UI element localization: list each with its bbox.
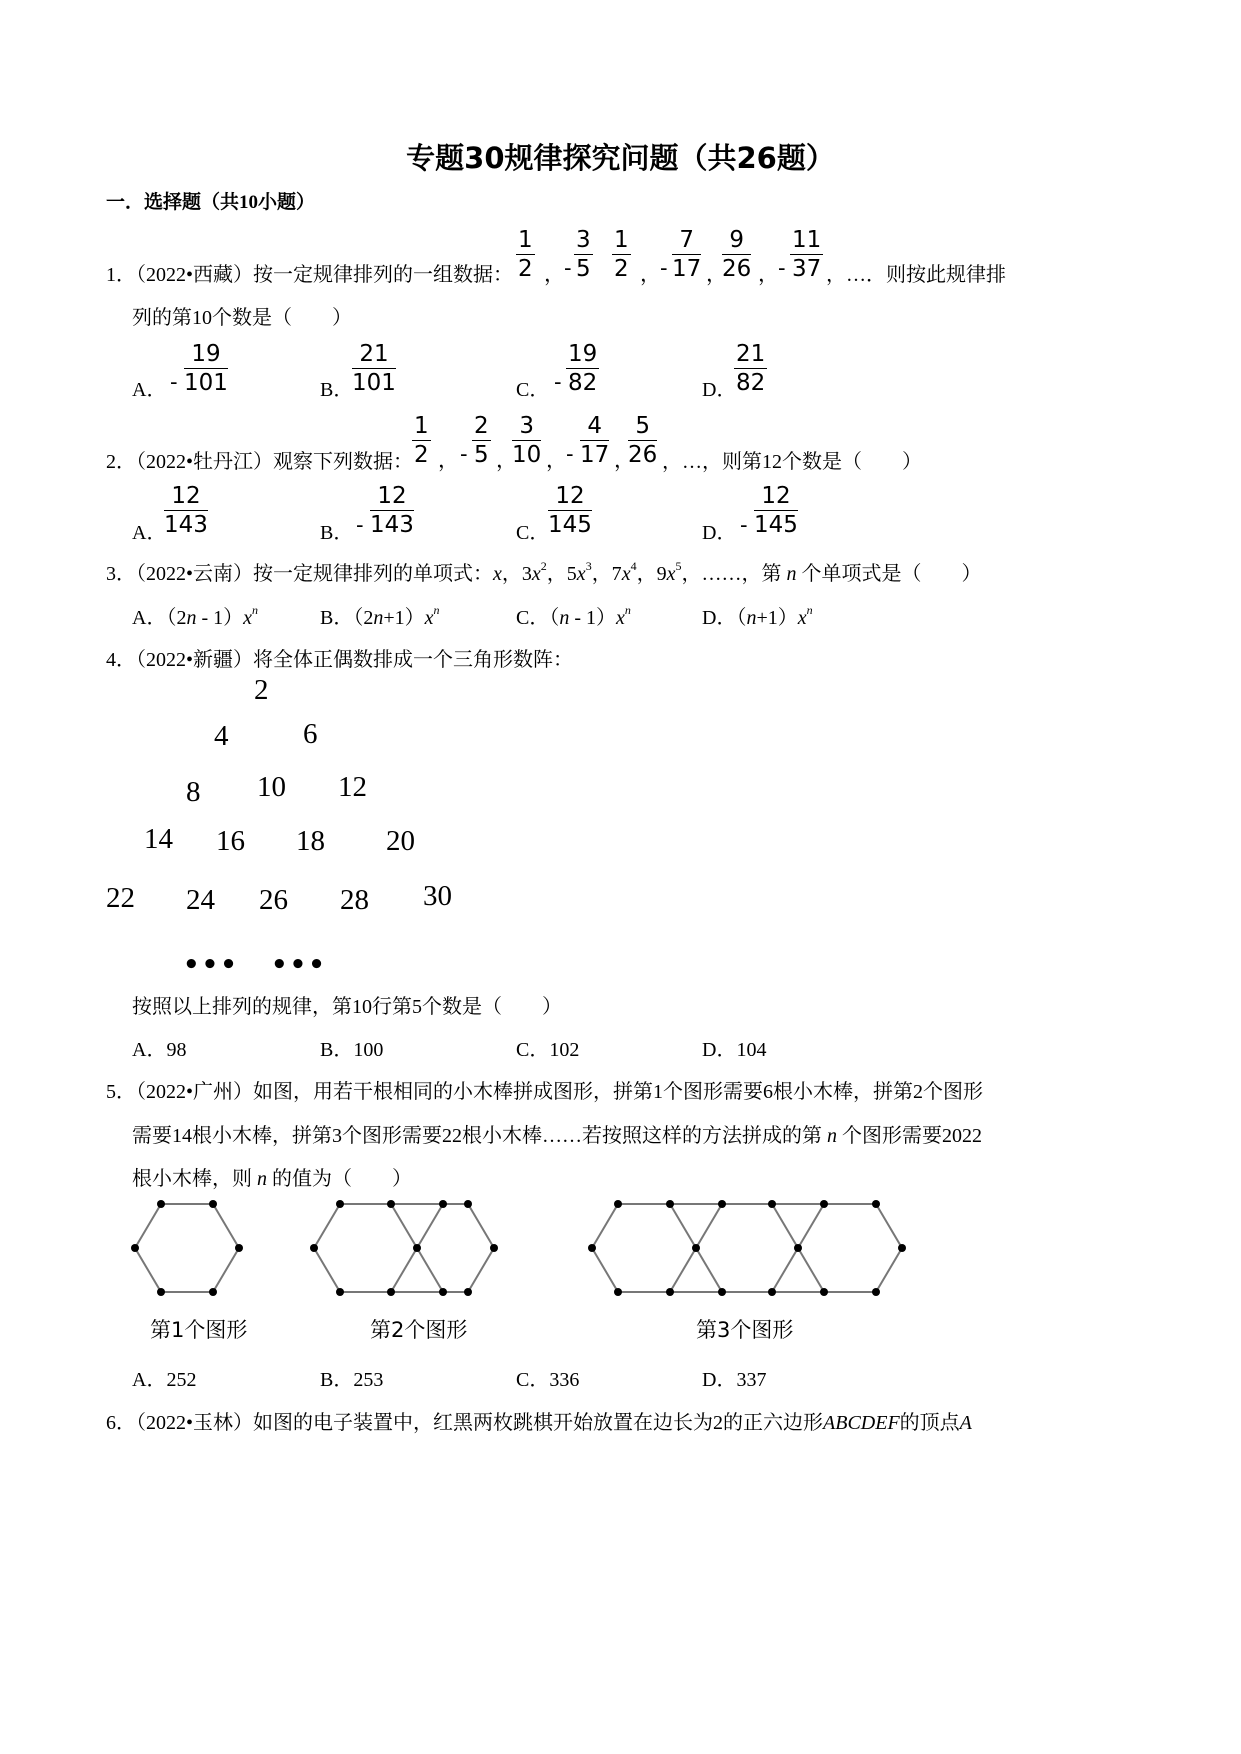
array-number: 12 [338,771,367,803]
q3-option-d[interactable]: D．$(n+1)x^n$ [702,603,813,629]
q1-seq-sign: - [778,256,786,280]
q3-source: （2022•云南） [136,563,254,585]
q4-number: 4． [106,649,136,671]
q2-option-d-label[interactable]: D． [702,522,737,544]
q2-option-a-label[interactable]: A． [132,522,167,544]
q2-option-b-fraction[interactable]: $\frac{12}{143}$ [370,483,414,538]
q1-seq-fraction: $\frac{1}{2}$ [614,227,629,282]
q1-seq-fraction: $\frac{9}{26}$ [722,227,752,282]
q1-text-tail: ，…．则按此规律排 [826,264,1006,286]
q1-option-a-label[interactable]: A． [132,379,167,401]
q1-option-c-label[interactable]: C． [516,379,550,401]
figure-caption: 第3个图形 [696,1318,794,1342]
q1-seq-comma: ， [706,262,727,286]
array-number: 6 [303,718,318,750]
q5-line3: 根小木棒，则 n 的值为（ ） [132,1168,412,1190]
q1-number: 1． [106,264,136,286]
q3-monomials: x，$3x^2$，$5x^3$，$7x^4$，$9x^5$，…… [493,559,742,585]
q5-line1: 5．（2022•广州）如图，用若干根相同的小木棒拼成图形，拼第1个图形需要6根小木棒，拼第2个图形 [106,1081,984,1103]
figure-caption: 第1个图形 [150,1318,248,1342]
q1-option-b-fraction[interactable]: $\frac{21}{101}$ [352,341,396,396]
figure-caption: 第2个图形 [370,1318,468,1342]
array-number: 30 [423,880,452,912]
q1-text-line2: 列的第10个数是（ ） [132,307,352,329]
q6-shape: ABCDEF [823,1412,900,1434]
q1-text: 按一定规律排列的一组数据： [253,264,514,286]
array-number: 20 [386,825,415,857]
q1-option-c-fraction[interactable]: $\frac{19}{82}$ [568,341,598,396]
ellipsis-dots: ••• [271,950,327,980]
array-number: 4 [214,720,229,752]
q1-option-d-label[interactable]: D． [702,379,737,401]
q2-option-d-fraction[interactable]: $\frac{12}{145}$ [754,483,798,538]
figure-2-outline [314,1204,494,1292]
q1-option-d-fraction[interactable]: $\frac{21}{82}$ [736,341,766,396]
q2-seq-fraction: $\frac{3}{10}$ [512,413,542,468]
q6-line: 6．（2022•玉林）如图的电子装置中，红黑两枚跳棋开始放置在边长为2的正六边形ABCDEF的顶点A [106,1412,972,1434]
q3-number: 3． [106,563,136,585]
q2-source: （2022•牡丹江） [136,451,274,473]
array-number: 22 [106,882,135,914]
q5-source: （2022•广州） [136,1081,254,1103]
section-heading: 一．选择题（共10小题） [106,192,316,213]
q1-seq-fraction: $\frac{11}{37}$ [792,227,822,282]
q4-question: 按照以上排列的规律，第10行第5个数是（ ） [132,996,562,1018]
array-number: 18 [296,825,325,857]
q2-option-c-fraction[interactable]: $\frac{12}{145}$ [548,483,592,538]
q5-line2: 需要14根小木棒，拼第3个图形需要22根小木棒……若按照这样的方法拼成的第 n 个图形需要2022 [132,1125,982,1147]
q1-option-a-fraction[interactable]: $\frac{19}{101}$ [184,341,228,396]
q2-option-c-label[interactable]: C． [516,522,550,544]
q3-line: 3．（2022•云南）按一定规律排列的单项式：x，$3x^2$，$5x^3$，$7x^4$，$9x^5$，……，第 n 个单项式是（ ） [106,559,982,585]
q1-seq-sign: - [564,256,572,280]
page-title: 专题30规律探究问题（共26题） [406,141,835,175]
array-number: 10 [257,771,286,803]
q2-seq-fraction: $\frac{1}{2}$ [414,413,429,468]
q4-source: （2022•新疆） [136,649,254,671]
q1-seq-fraction: $\frac{1}{2}$ [518,227,533,282]
q3-option-c[interactable]: C．$(n - 1)x^n$ [516,603,631,629]
q2-option-a-fraction[interactable]: $\frac{12}{143}$ [164,483,208,538]
q4-option-d[interactable]: D．104 [702,1039,767,1061]
q6-source: （2022•玉林） [136,1412,254,1434]
array-number: 14 [144,823,173,855]
array-number: 2 [254,674,269,706]
q1-source: （2022•西藏） [136,264,254,286]
array-number: 8 [186,776,201,808]
q3-text: 按一定规律排列的单项式： [253,563,494,585]
q1-option-b-label[interactable]: B． [320,379,354,401]
q4-option-c[interactable]: C．102 [516,1039,580,1061]
q2-text-tail: ，…，则第12个数是（ ） [662,451,922,473]
array-number: 28 [340,884,369,916]
q6-number: 6． [106,1412,136,1434]
q1-seq-fraction: $\frac{3}{5}$ [576,227,591,282]
q2-text: 观察下列数据： [273,451,414,473]
q5-option-d[interactable]: D．337 [702,1369,767,1391]
q1-seq-comma: ， [640,262,661,286]
ellipsis-dots: ••• [183,950,239,980]
q6-vertex: A [959,1412,972,1434]
q1-seq-comma: ， [758,262,779,286]
figure-1-hexagon [135,1204,239,1292]
q2-seq-fraction: $\frac{5}{26}$ [628,413,658,468]
array-number: 16 [216,825,245,857]
q5-option-a[interactable]: A．252 [132,1369,197,1391]
figure-3-outline [592,1204,902,1292]
q2-seq-fraction: $\frac{4}{17}$ [580,413,610,468]
q3-option-b[interactable]: B．$(2n+1)x^n$ [320,603,440,629]
q5-option-b[interactable]: B．253 [320,1369,384,1391]
q2-option-b-label[interactable]: B． [320,522,354,544]
array-number: 24 [186,884,215,916]
q4-option-b[interactable]: B．100 [320,1039,384,1061]
array-number: 26 [259,884,288,916]
q1-seq-fraction: $\frac{7}{17}$ [672,227,702,282]
q2-number: 2． [106,451,136,473]
q1-seq-sign: - [660,256,668,280]
q5-number: 5． [106,1081,136,1103]
q4-option-a[interactable]: A．98 [132,1039,187,1061]
q4-text: 将全体正偶数排成一个三角形数阵： [253,649,574,671]
q1-seq-comma: ， [544,262,565,286]
q2-seq-fraction: $\frac{2}{5}$ [474,413,489,468]
q3-option-a[interactable]: A．$(2n - 1)x^n$ [132,603,259,629]
q5-option-c[interactable]: C．336 [516,1369,580,1391]
